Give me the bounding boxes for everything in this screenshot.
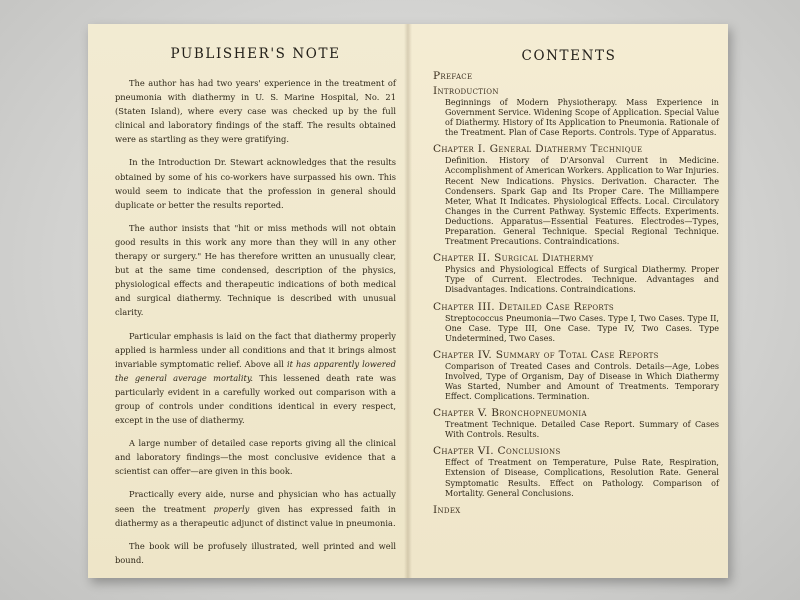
table-of-contents (433, 70, 719, 517)
toc-chapter-1 (433, 143, 719, 247)
note-paragraph-5: A large number of detailed case reports giving all the clinical and laboratory findings—the most conclusive evidence that a scientist can offer—are given in this book. (115, 438, 396, 477)
toc-text-chapter-2: Physics and Physiological Effects of Surgical Diathermy. Proper Type of Current. Electrodes. Technique. Advantages and Disadvantages. Indications. Contraindications. (445, 265, 719, 295)
toc-chapter-3 (433, 301, 719, 344)
toc-index (433, 504, 719, 517)
note-paragraph-3: The author insists that "hit or miss methods will not obtain good results in this work any more than they will in any other therapy or surgery." He has therefore written an unusually clear, but at the same time condensed, description of the physics, physiological effects and therapeutic indications of both medical and surgical diathermy. Technique is described with unusual clarity. (115, 222, 396, 318)
note-paragraph-6-end: given has expressed faith in diathermy as a therapeutic adjunct of distinct value in pneumonia. (115, 503, 397, 528)
toc-heading-chapter-5: Chapter V. Bronchopneumonia (433, 407, 587, 420)
toc-preface (433, 70, 719, 83)
note-paragraph-6-emphasis: properly (213, 503, 250, 514)
toc-text-chapter-4: Comparison of Treated Cases and Controls. Details—Age, Lobes Involved, Type of Organism, Day of Disease in Which Diathermy Was Started, Number and Amount of Treatments. Temporary Effect. Complications. Termination. (445, 361, 719, 402)
note-paragraph-7: The book will be profusely illustrated, well printed and well bound. (115, 540, 396, 565)
toc-chapter-6 (433, 445, 719, 498)
note-paragraph-4-start: Particular emphasis is laid on the fact that diathermy properly applied is harmless under all conditions and that it brings almost invariable symptomatic relief. Above all (115, 330, 396, 369)
toc-chapter-4 (433, 349, 719, 402)
toc-chapter-5 (433, 407, 719, 440)
toc-text-chapter-1: Definition. History of D'Arsonval Current in Medicine. Accomplishment of American Workers. Application to War Injuries. Recent New Indications. Physics. Derivation. Character. The Condensers. Spark Gap and Its Proper Care. The Milliampere Meter, What It Indicates. Physiological Effects. Local. Circulatory Changes in the Current Pathway. Systemic Effects. Experiments. Deductions. Apparatus—Essential Features. Electrodes—Types, Preparation. General Technique. Special Regional Technique. Treatment Precautions. Contraindications. (445, 156, 719, 247)
toc-introduction (433, 85, 719, 138)
contents-title: CONTENTS (521, 48, 617, 64)
toc-heading-chapter-2: Chapter II. Surgical Diathermy (433, 252, 594, 265)
page-gutter (404, 24, 412, 578)
toc-heading-chapter-4: Chapter IV. Summary of Total Case Reports (433, 348, 659, 361)
note-paragraph-4-end: This lessened death rate was particularly evident in a carefully worked out comparison with a group of controls under conditions identical in every respect, except in the use of diathermy. (115, 372, 396, 426)
toc-text-chapter-3: Streptococcus Pneumonia—Two Cases. Type I, Two Cases. Type II, One Case. Type III, One Case. Type IV, Two Cases. Type Undetermined, Two Cases. (445, 313, 719, 343)
toc-heading-chapter-6: Chapter VI. Conclusions (433, 445, 561, 458)
toc-heading-chapter-3: Chapter III. Detailed Case Reports (433, 300, 614, 313)
note-paragraph-6-start: Practically every aide, nurse and physician who has actually seen the treatment (115, 489, 396, 514)
note-paragraph-4-emphasis: it has apparently lowered the general average mortality. (115, 358, 396, 383)
toc-text-chapter-6: Effect of Treatment on Temperature, Pulse Rate, Respiration, Extension of Disease, Complications, Resolution Rate. General Symptomatic Results. Effect on Pathology. Comparison of Mortality. General Conclusions. (445, 458, 719, 498)
toc-text-chapter-5: Treatment Technique. Detailed Case Report. Summary of Cases With Controls. Results. (445, 420, 719, 440)
publishers-note-body (115, 76, 396, 567)
pamphlet-spread (88, 24, 728, 578)
toc-chapter-2 (433, 252, 719, 295)
contents-page (408, 24, 728, 578)
toc-heading-index: Index (433, 503, 461, 516)
toc-text-introduction: Beginnings of Modern Physiotherapy. Mass Experience in Government Service. Widening Scope of Application. Special Value of Diathermy. History of Its Application to Pneumonia. Rationale of the Treatment. Plan of Case Reports. Controls. Type of Apparatus. (445, 98, 719, 138)
note-paragraph-6 (115, 487, 396, 529)
publishers-note-title: PUBLISHER'S NOTE (170, 46, 341, 62)
publishers-note-page (88, 24, 408, 578)
note-paragraph-1: The author has had two years' experience in the treatment of pneumonia with diathermy in U. S. Marine Hospital, No. 21 (Staten Island), where every case was checked up by the full clinical and laboratory findings of the staff. The results obtained were as startling as they were gratifying. (115, 78, 396, 145)
toc-heading-introduction: Introduction (433, 85, 499, 97)
toc-heading-preface: Preface (433, 70, 473, 82)
note-paragraph-4 (115, 329, 396, 428)
note-paragraph-2: In the Introduction Dr. Stewart acknowledges that the results obtained by some of his co-workers have surpassed his own. This would seem to indicate that the profession in general should duplicate or better the results reported. (115, 157, 396, 210)
toc-heading-chapter-1: Chapter I. General Diathermy Technique (433, 143, 643, 156)
